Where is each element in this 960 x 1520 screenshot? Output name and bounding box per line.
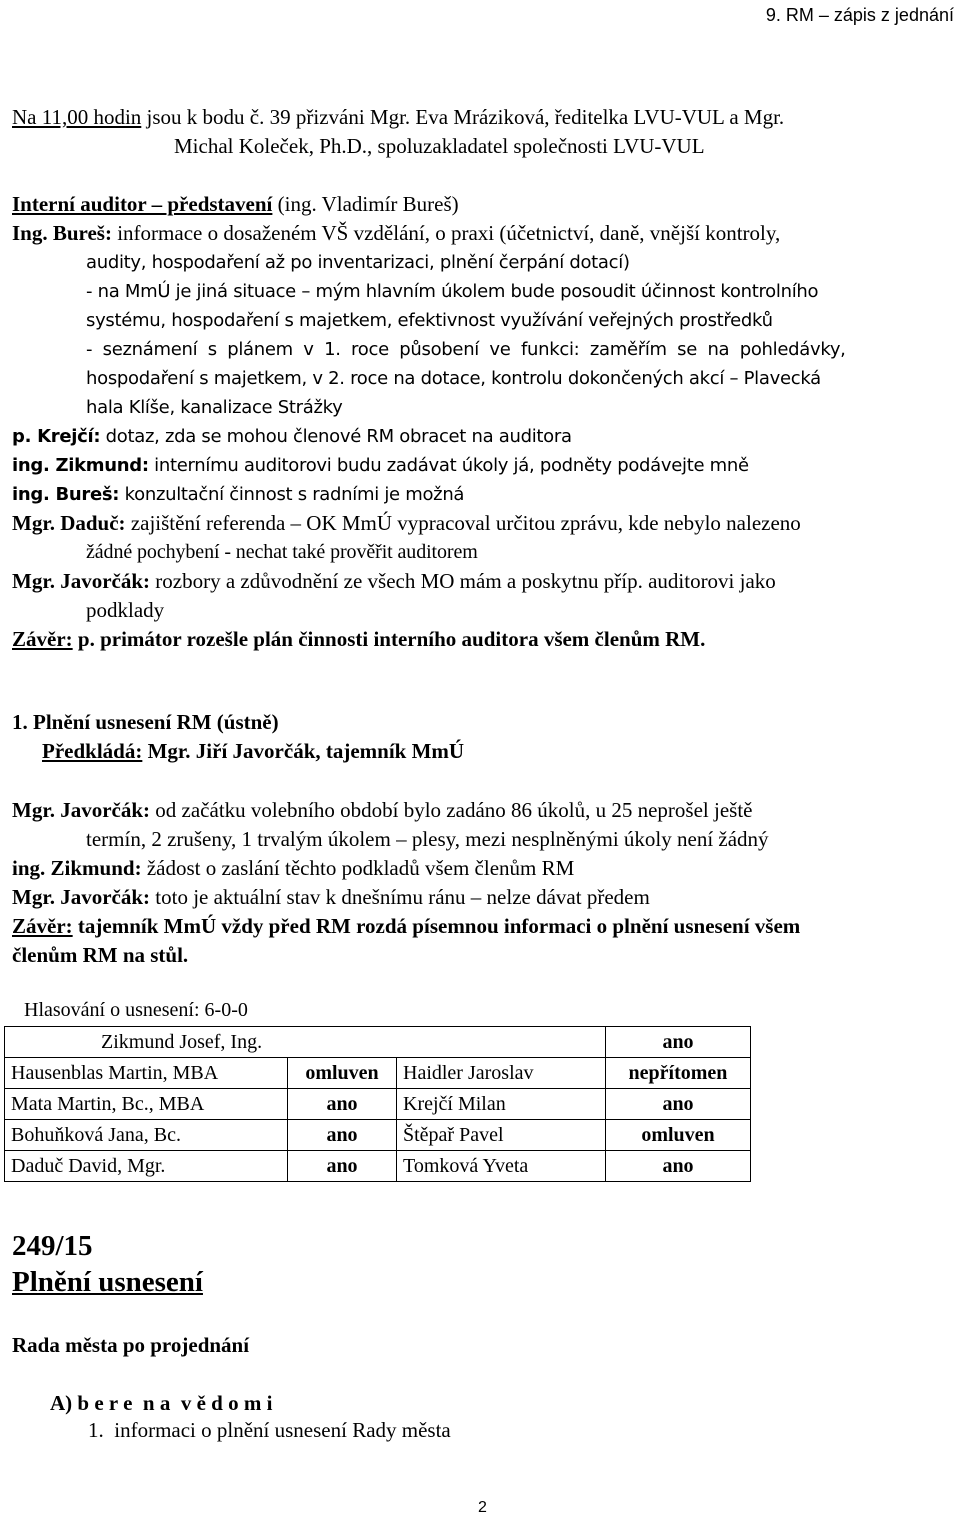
vote-value: omluven [606, 1120, 751, 1151]
page-number: 2 [478, 1499, 487, 1516]
vote-value: ano [606, 1089, 751, 1120]
vote-name: Daduč David, Mgr. [5, 1151, 288, 1182]
bures-statement-1: Ing. Bureš: informace o dosaženém VŠ vzdělání, o praxi (účetnictví, daně, vnější kontroly, [12, 221, 781, 245]
vote-value-first: ano [606, 1027, 751, 1058]
javorcak-statement: Mgr. Javorčák: rozbory a zdůvodnění ze všech MO mám a poskytnu příp. auditorovi jako [12, 569, 776, 593]
bures-statement-1-line-7: hala Klíše, kanalizace Strážky [86, 397, 343, 418]
daduc-statement-line-2: žádné pochybení - nechat také prověřit auditorem [86, 541, 478, 563]
bures-statement-1-line-2: audity, hospodaření až po inventarizaci, plnění čerpání dotací) [86, 252, 630, 273]
resolution-point-1: 1. informaci o plnění usnesení Rady města [88, 1418, 451, 1442]
bures-statement-2: ing. Bureš: konzultační činnost s radními je možná [12, 484, 465, 505]
intro-line-1: Na 11,00 hodin jsou k bodu č. 39 přizváni Mgr. Eva Mráziková, ředitelka LVU-VUL a Mgr. [12, 105, 785, 129]
vote-name: Bohuňková Jana, Bc. [5, 1120, 288, 1151]
resolution-title: Plnění usnesení [12, 1266, 203, 1298]
item1-conclusion-line-2: členům RM na stůl. [12, 943, 189, 967]
bures-statement-1-line-5: - seznámení s plánem v 1. roce působení ve funkci: zaměřím se na pohledávky, [86, 339, 846, 360]
javorcak-statement-line-2: podklady [86, 598, 165, 622]
javorcak-item1-statement-line-2: termín, 2 zrušeny, 1 trvalým úkolem – plesy, mezi nesplněnými úkoly není žádný [86, 827, 769, 851]
bures-statement-1-line-4: systému, hospodaření s majetkem, efektivnost využívání veřejných prostředků [86, 310, 773, 331]
bures-statement-1-line-6: hospodaření s majetkem, v 2. roce na dotace, kontrolu dokončených akcí – Plavecká [86, 368, 821, 389]
vote-name: Haidler Jaroslav [397, 1058, 606, 1089]
resolution-council: Rada města po projednání [12, 1333, 250, 1357]
vote-title: Hlasování o usnesení: 6-0-0 [24, 999, 248, 1021]
vote-value: omluven [288, 1058, 397, 1089]
table-row [5, 1058, 751, 1089]
item1-heading: 1. Plnění usnesení RM (ústně) [12, 710, 279, 734]
vote-value: ano [288, 1120, 397, 1151]
vote-value: ano [606, 1151, 751, 1182]
item1-presenter: Předkládá: Mgr. Jiří Javorčák, tajemník MmÚ [42, 739, 465, 763]
intro-time: Na 11,00 hodin [12, 105, 142, 129]
vote-value: nepřítomen [606, 1058, 751, 1089]
zikmund-item1-statement: ing. Zikmund: žádost o zaslání těchto podkladů všem členům RM [12, 856, 575, 880]
vote-table [4, 1026, 751, 1182]
resolution-number: 249/15 [12, 1230, 93, 1262]
vote-name: Mata Martin, Bc., MBA [5, 1089, 288, 1120]
daduc-statement: Mgr. Daduč: zajištění referenda – OK MmÚ vypracoval určitou zprávu, kde nebylo nalezeno [12, 511, 801, 535]
auditor-conclusion: Závěr: p. primátor rozešle plán činnosti interního auditora všem členům RM. [12, 627, 706, 651]
zikmund-statement: ing. Zikmund: internímu auditorovi budu zadávat úkoly já, podněty podávejte mně [12, 455, 749, 476]
page-header-title: 9. RM – zápis z jednání [765, 5, 954, 25]
table-row [5, 1120, 751, 1151]
javorcak-item1-statement-2: Mgr. Javorčák: toto je aktuální stav k dnešnímu ránu – nelze dávat předem [12, 885, 650, 909]
item1-conclusion: Závěr: tajemník MmÚ vždy před RM rozdá písemnou informaci o plnění usnesení všem [12, 914, 801, 938]
vote-name: Krejčí Milan [397, 1089, 606, 1120]
auditor-heading: Interní auditor – představení (ing. Vladimír Bureš) [12, 192, 459, 216]
javorcak-item1-statement: Mgr. Javorčák: od začátku volebního období bylo zadáno 86 úkolů, u 25 neprošel ještě [12, 798, 753, 822]
table-row [5, 1027, 751, 1058]
intro-line-2: Michal Koleček, Ph.D., spoluzakladatel společnosti LVU-VUL [174, 134, 705, 158]
table-row [5, 1089, 751, 1120]
vote-name: Hausenblas Martin, MBA [5, 1058, 288, 1089]
vote-value: ano [288, 1151, 397, 1182]
resolution-section-a: A) b e r e n a v ě d o m i [50, 1391, 273, 1415]
vote-name: Štěpař Pavel [397, 1120, 606, 1151]
krejci-statement: p. Krejčí: dotaz, zda se mohou členové RM obracet na auditora [12, 426, 572, 447]
vote-name-first: Zikmund Josef, Ing. [5, 1027, 606, 1058]
vote-value: ano [288, 1089, 397, 1120]
vote-name: Tomková Yveta [397, 1151, 606, 1182]
table-row [5, 1151, 751, 1182]
bures-statement-1-line-3: - na MmÚ je jiná situace – mým hlavním úkolem bude posoudit účinnost kontrolního [86, 281, 819, 302]
